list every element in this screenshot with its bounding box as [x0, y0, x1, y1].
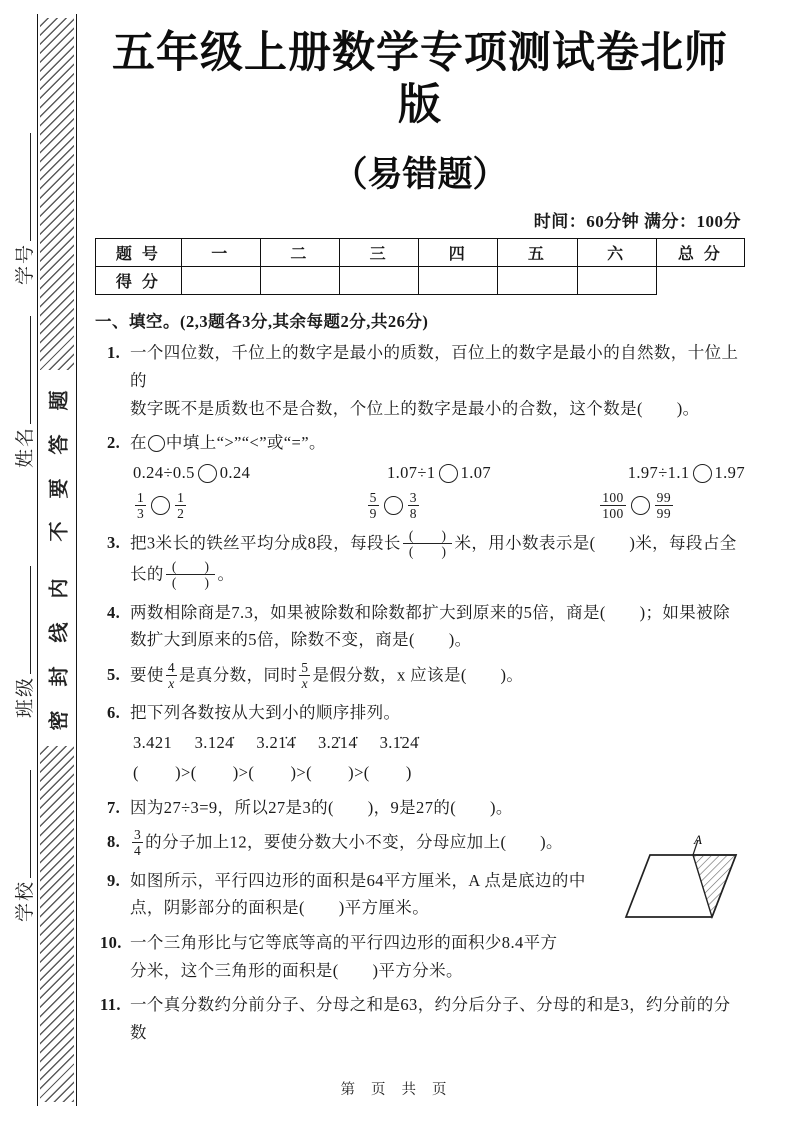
- decimal-number: 3.124̇: [194, 733, 234, 753]
- class-blank-line: [12, 566, 31, 674]
- fraction: $\frac{3}{4}$: [134, 827, 142, 859]
- question-11: [95, 991, 745, 1046]
- page-subtitle: （易错题）: [332, 155, 508, 195]
- question-text: 因为27÷3=9，所以27是3的( )，9是27的( )。: [130, 797, 513, 817]
- student-id-label: 学号: [15, 242, 36, 285]
- time-score-info: 时间：60分钟 满分：100分: [533, 212, 741, 232]
- question-text: 两数相除商是7.3，如果被除数和除数都扩大到原来的5倍，商是( )；如果被除: [130, 602, 730, 622]
- question-5: [95, 661, 745, 692]
- school-field: [10, 770, 37, 922]
- seal-char: 内: [48, 578, 71, 599]
- question-text: 把3米长的铁丝平均分成8段，每段长 $\frac{( )}{( )}$ 米，用小数表示是( )米，每段占全: [130, 528, 737, 560]
- class-field: [10, 566, 37, 718]
- question-text: 一个四位数，千位上的数字是最小的质数，百位上的数字是最小的自然数，十位上的: [130, 343, 739, 390]
- question-text: 一个真分数约分前分子、分母之和是63，约分后分子、分母的和是3，约分前的分数: [130, 995, 731, 1043]
- fraction: $\frac{1}{2}$: [177, 489, 185, 521]
- fraction: $\frac{5}{9}$: [369, 489, 377, 521]
- question-text: 如图所示，平行四边形的面积是64平方厘米，A 点是底边的中: [130, 870, 586, 890]
- page-title: 五年级上册数学专项测试卷北师版: [112, 29, 728, 129]
- page-footer: 第 页 共 页: [340, 1082, 453, 1098]
- fraction: $\frac{4}{x}$: [167, 660, 175, 692]
- score-table-header-cell: 二: [260, 239, 339, 267]
- compare-circle-icon: [198, 464, 217, 483]
- question-number: 1.: [107, 343, 121, 363]
- question-text: $\frac{3}{4}$ 的分子加上12，要使分数大小不变，分母应加上( )。: [134, 827, 563, 859]
- question-number: 4.: [107, 602, 121, 622]
- question-number: 11.: [100, 995, 121, 1015]
- score-table-header-cell: 四: [419, 239, 498, 267]
- question-number: 9.: [107, 870, 121, 890]
- question-number: 6.: [107, 703, 121, 723]
- blank-fraction: $\frac{( )}{( )}$: [403, 528, 453, 559]
- question-text: 把下列各数按从大到小的顺序排列。: [130, 703, 401, 723]
- class-label: 班级: [15, 675, 36, 718]
- compare-circle-icon: [384, 496, 403, 515]
- question-text: 数扩大到原来的5倍，除数不变，商是( )。: [130, 630, 472, 650]
- decimal-number: 3.21̇4̇: [256, 733, 296, 753]
- decimal-number: 3.1̇24̇: [379, 733, 419, 753]
- compare-circle-icon: [693, 464, 712, 483]
- question-6: [95, 699, 745, 786]
- fraction-compare-row: [130, 491, 745, 522]
- score-empty-cell: [260, 267, 339, 295]
- question-text: 点，阴影部分的面积是( )平方厘米。: [130, 898, 430, 918]
- compare-circle-icon: [439, 464, 458, 483]
- compare-pair: 1.07÷1 1.07: [386, 463, 492, 483]
- question-number: 3.: [107, 533, 121, 553]
- score-table-header-cell: 五: [498, 239, 577, 267]
- score-label-cell: 得 分: [96, 267, 182, 295]
- compare-circle-icon: [631, 496, 650, 515]
- score-table-header-cell: 题 号: [96, 239, 182, 267]
- compare-pair: 1.97÷1.1 1.97: [627, 463, 745, 483]
- question-text: 长的 $\frac{( )}{( )}$ 。: [130, 559, 235, 591]
- fraction: $\frac{5}{x}$: [301, 660, 309, 692]
- compare-pair: [366, 491, 421, 522]
- fraction: $\frac{3}{8}$: [409, 489, 417, 521]
- score-table: [95, 238, 745, 295]
- seal-hatch-bottom: [40, 746, 74, 1102]
- question-number: 7.: [107, 797, 121, 817]
- school-label: 学校: [15, 879, 36, 922]
- fraction: $\frac{100}{100}$: [602, 489, 624, 521]
- score-table-header-cell: 总 分: [656, 239, 744, 267]
- question-number: 2.: [107, 433, 121, 453]
- score-empty-cell: [340, 267, 419, 295]
- score-table-header-row: [96, 239, 745, 267]
- question-1: [95, 339, 745, 422]
- decimal-number: 3.421: [133, 733, 173, 753]
- question-text: 分米，这个三角形的面积是( )平方分米。: [130, 960, 463, 980]
- compare-pair: [133, 491, 188, 522]
- fraction: $\frac{1}{3}$: [137, 489, 145, 521]
- compare-pair: [598, 491, 675, 522]
- name-blank-line: [12, 316, 31, 424]
- parallelogram-diagram: [612, 830, 777, 928]
- name-label: 姓名: [15, 425, 36, 468]
- score-empty-cell: [498, 267, 577, 295]
- student-id-field: [10, 133, 37, 285]
- score-empty-cell: [419, 267, 498, 295]
- question-text: 一个三角形比与它等底等高的平行四边形的面积少8.4平方: [130, 932, 558, 952]
- score-table-score-row: [96, 267, 745, 295]
- seal-char: 封: [48, 666, 71, 687]
- score-table-header-cell: 六: [577, 239, 656, 267]
- ordering-blanks-row: ( )>( )>( )>( )>( ): [133, 762, 412, 782]
- question-3: [95, 529, 745, 592]
- questions-list: [95, 339, 745, 1047]
- compare-circle-icon: [151, 496, 170, 515]
- decimal-number: 3.2̇14̇: [317, 733, 358, 753]
- point-a-label: A: [694, 832, 702, 847]
- compare-pair: 0.24÷0.5 0.24: [133, 463, 251, 483]
- score-empty-cell: [181, 267, 260, 295]
- question-number: 8.: [107, 832, 121, 852]
- question-text: 要使 $\frac{4}{x}$ 是真分数，同时 $\frac{5}{x}$ 是假分数，x 应该是( )。: [130, 660, 524, 692]
- blank-fraction: $\frac{( )}{( )}$: [166, 559, 216, 590]
- seal-char: 不: [48, 521, 71, 542]
- seal-char: 线: [48, 622, 71, 643]
- q9-parallelogram-figure: [612, 830, 777, 933]
- question-number: 10.: [100, 932, 122, 952]
- score-table-header-cell: 三: [340, 239, 419, 267]
- question-7: [95, 794, 745, 822]
- fraction: $\frac{99}{99}$: [656, 489, 671, 521]
- compare-circle-icon: [148, 435, 165, 452]
- score-empty-cell: [577, 267, 656, 295]
- seal-hatch-top: [40, 18, 74, 370]
- shaded-triangle: [693, 855, 736, 917]
- repeating-decimals-row: [130, 729, 745, 757]
- student-id-blank-line: [12, 133, 31, 241]
- question-text: 数字既不是质数也不是合数，个位上的数字是最小的合数，这个数是( )。: [130, 398, 700, 418]
- question-4: [95, 599, 745, 654]
- seal-char: 密: [48, 710, 71, 731]
- question-10: [95, 929, 745, 984]
- name-field: [10, 316, 37, 468]
- seal-char: 要: [48, 478, 71, 499]
- score-table-header-cell: 一: [181, 239, 260, 267]
- seal-char: 答: [48, 434, 71, 455]
- decimal-compare-row: [130, 459, 745, 487]
- question-2: [95, 429, 745, 522]
- seal-line-strip: [37, 14, 77, 1106]
- seal-char: 题: [48, 390, 71, 411]
- section-heading: 一、填空。(2,3题各3分,其余每题2分,共26分): [95, 312, 429, 332]
- question-number: 5.: [107, 665, 121, 685]
- question-text: 在 中填上“>”“<”或“=”。: [130, 433, 326, 453]
- school-blank-line: [12, 770, 31, 878]
